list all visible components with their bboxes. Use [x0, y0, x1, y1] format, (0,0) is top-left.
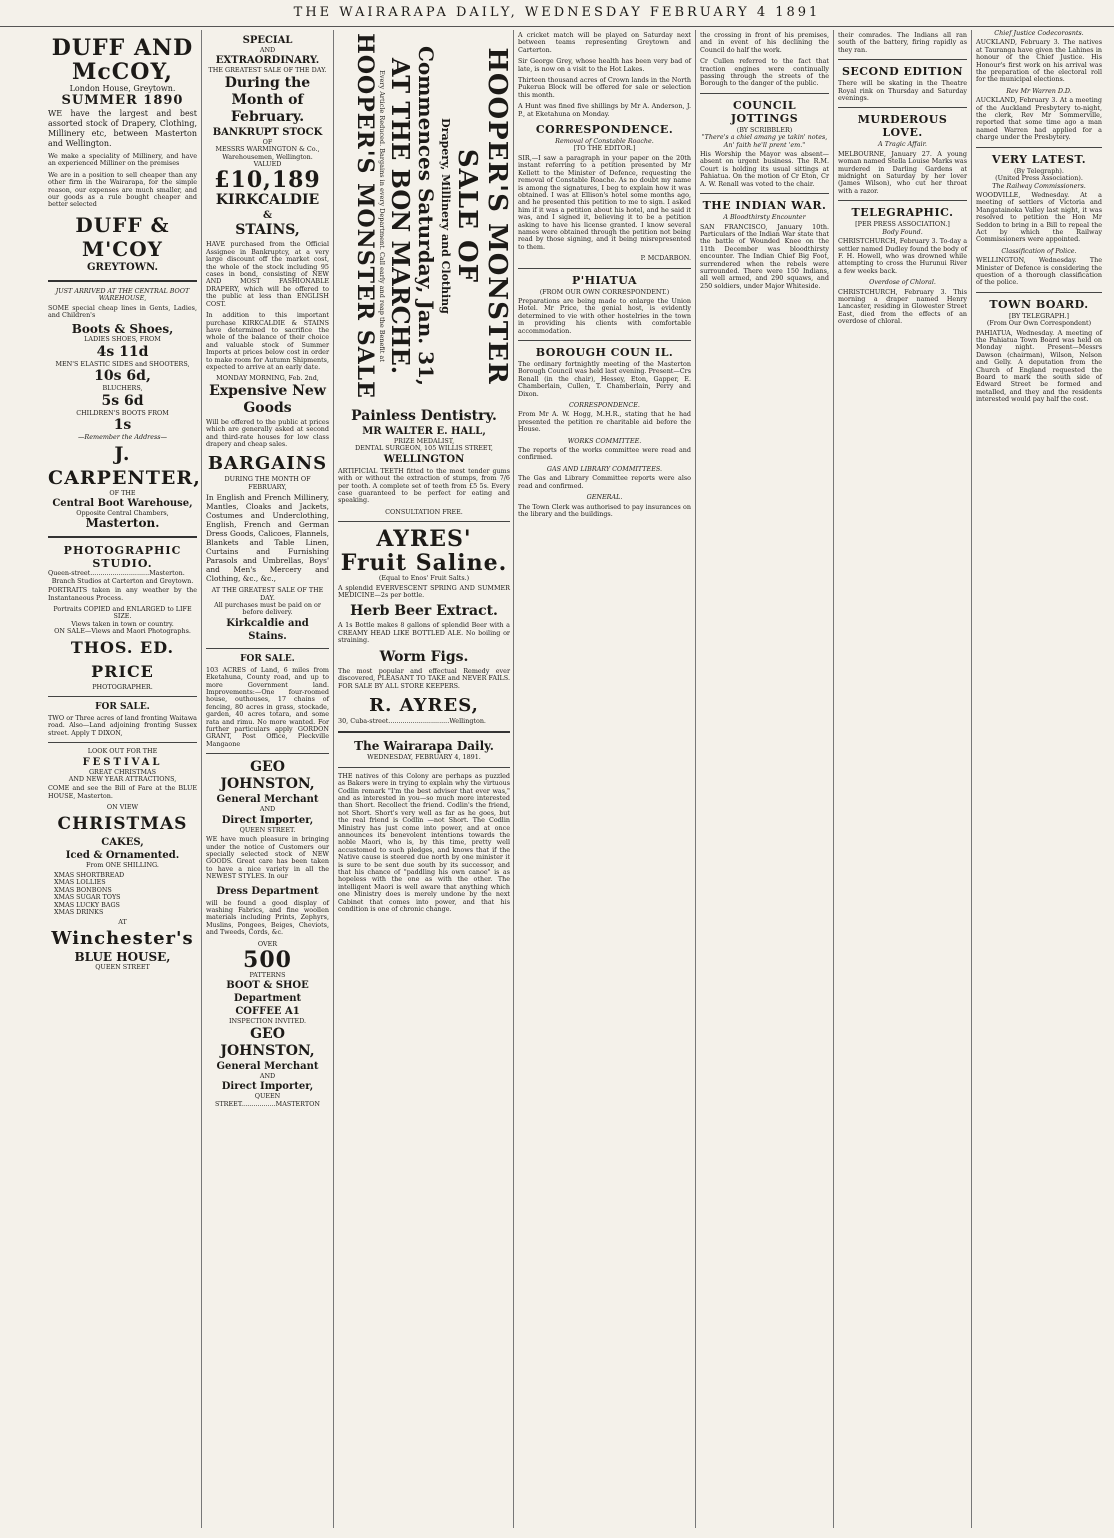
splendid: A splendid EVERVESCENT SPRING AND SUMMER MEDICINE—2s per bottle.: [338, 583, 510, 600]
herb-body: A 1s Bottle makes 8 gallons of splendid Beer with a CREAMY HEAD LIKE BOTTLED ALE. No boiling or straining.: [338, 621, 510, 645]
second-edition: SECOND EDITION: [841, 65, 964, 79]
column-3: [334, 30, 514, 1528]
column-7: [972, 30, 1106, 1528]
carp-body: SOME special cheap lines in Gents, Ladies, and Children's: [48, 303, 197, 320]
per-press: [PER PRESS ASSOCIATION.]: [855, 220, 950, 229]
over: OVER: [257, 939, 278, 948]
masthead: THE WAIRARAPA DAILY, WEDNESDAY FEBRUARY 4 1891: [0, 0, 1114, 27]
price-name: THOS. ED. PRICE: [70, 637, 175, 681]
jot-body: His Worship the Mayor was absent—absent on urgent business. The R.M. Court is holding its usual sittings at Pahiatua. On the motion of Cr Eton, Cr A. W. Renall was voted to the chair.: [700, 150, 829, 188]
kirk-body: HAVE purchased from the Official Assignee in Bankruptcy, at a very large discount off the market cost, the whole of the stock including 95 cases in bond, consisting of NEW AND MOST FASHIONABLE DRAPERY, which will be offered to the public at less than ENGLISH COST.: [206, 240, 329, 308]
teeth-body: ARTIFICIAL TEETH fitted to the most tender gums with or without the extraction of stumps, from 7/6 per tooth. A complete set of teeth from £5 5s. Every case guaranteed to be perfect for eating and speaking.: [338, 466, 510, 505]
patterns-num: 500: [243, 946, 292, 973]
geo-body: WE have much pleasure in bringing under the notice of Customers our specially selected stock of NEW GOODS. Great care has been taken to have a nice variety in all the NEWEST STYLES. In our: [206, 835, 329, 881]
rot-sub: Drapery, Millinery and Clothing: [439, 118, 452, 314]
blue-house: BLUE HOUSE,: [74, 949, 171, 964]
coffee: COFFEE A1: [235, 1006, 300, 1018]
cricket: A cricket match will be played on Saturday next between teams representing Greytown and Carterton.: [518, 31, 691, 54]
kirkcaldie: KIRKCALDIE: [215, 192, 320, 209]
c5-body1: the crossing in front of his premises, and in event of his declining the Council do half the work.: [700, 31, 829, 54]
very-latest: VERY LATEST.: [991, 152, 1087, 166]
general-body: The Town Clerk was authorised to pay insurances on the library and the buildings.: [518, 502, 691, 518]
body-found-hd: Body Found.: [882, 227, 923, 236]
from-our: (FROM OUR OWN CORRESPONDENT.): [539, 287, 670, 296]
corr-body: SIR,—I saw a paragraph in your paper on the 20th instant referring to a petition presented by Mr Kellett to the Minister of Defence, requesting the removal of Constable Roache. As no doubt my name is among the signatures, I beg to explain how it was obtained. I was at Ellison's hotel some months ago, and he presented this petition to me to sign. I asked him if it was a petition about his hotel, and he said it was, and I signed it, believing it to be a petition asking to have his license granted. I know several names were obtained through the petition not being read by those signing, and it being misrepresented to them.: [518, 153, 691, 251]
duff-season: SUMMER 1890: [61, 93, 184, 108]
classif-body: WELLINGTON, Wednesday. The Minister of Defence is considering the question of a thorough classification of the police.: [976, 256, 1102, 287]
duff-body: WE have the largest and best assorted stock of Drapery, Clothing, Millinery etc, between Masterton and Wellington.: [48, 109, 197, 148]
photo-line: Queen-street.............................Masterton.: [48, 569, 185, 578]
forsale-heading: FOR SALE.: [95, 701, 150, 712]
rev-warren: Rev Mr Warren D.D.: [1006, 86, 1072, 95]
special-and: AND: [259, 46, 276, 54]
carp-p1: 4s 11d: [96, 343, 149, 360]
borough: BOROUGH COUN IL.: [535, 346, 674, 359]
consult: CONSULTATION FREE.: [385, 507, 463, 516]
exp-body: Will be offered to the public at prices which are generally asked at second and third-rate houses for low class drapery and cheap sales.: [206, 417, 329, 448]
r-ayres: R. AYRES,: [369, 694, 479, 716]
geo-and: AND: [259, 805, 276, 814]
c6-body1: their comrades. The Indians all ran south of the battery, firing rapidly as they ran.: [838, 31, 967, 54]
indian-body: SAN FRANCISCO, January 10th. Particulars of the Indian War state that the battle of Wounded Knee on the 11th December was bloodthirsty encounter. The Indian Chief Big Foot, surrendered when the rebels were surrounded. There were 150 Indians, all well armed, and 290 squaws, and 250 soldiers, under Major Whiteside.: [700, 222, 829, 290]
classification: Classification of Police.: [1001, 246, 1077, 255]
surgeon: DENTAL SURGEON, 105 WILLIS STREET,: [355, 444, 493, 453]
carp-remember: —Remember the Address—: [78, 433, 167, 442]
hall: MR WALTER E. HALL,: [362, 426, 486, 437]
cakes: CAKES,: [101, 836, 144, 848]
geo-queen-2: QUEEN STREET.................MASTERTON: [215, 1092, 320, 1108]
by-scribbler: (BY SCRIBBLER): [736, 125, 793, 134]
bloodthirsty: A Bloodthirsty Encounter: [723, 213, 806, 222]
carp-of: OF THE: [109, 488, 136, 497]
equal: (Equal to Enos' Fruit Salts.): [378, 574, 470, 583]
duff-banner: DUFF & M'COY: [75, 212, 170, 261]
grey: Sir George Grey, whose health has been very bad of late, is now on a visit to the Hot Lakes.: [518, 57, 691, 73]
hoopers-rotated-ad: [338, 30, 512, 402]
duff-body3: We are in a position to sell cheaper than any other firm in the Wairarapa, for the simple reason, our expenses are much smaller, and our goods as a rule bought cheaper and better selected: [48, 170, 197, 209]
price-role: PHOTOGRAPHER.: [92, 682, 153, 691]
carp-l2: MEN'S ELASTIC SIDES and SHOOTERS,: [55, 359, 190, 368]
carp-opp: Opposite Central Chambers,: [76, 508, 169, 517]
to-editor: [TO THE EDITOR.]: [573, 144, 636, 153]
chief-justice: Chief Justice Codecorosnts.: [994, 30, 1084, 37]
column-4: [514, 30, 696, 1528]
on-view: ON VIEW: [106, 803, 139, 812]
photo-sale: ON SALE—Views and Maori Photographs.: [54, 627, 191, 636]
carp-town: Masterton.: [85, 516, 160, 531]
great-xmas: GREAT CHRISTMAS: [88, 767, 157, 776]
overdose-hd: Overdose of Chloral.: [869, 278, 936, 287]
signature: P. MCDARBON.: [640, 254, 691, 263]
geo-queen: QUEEN STREET.: [239, 825, 296, 834]
duff-sub: London House, Greytown.: [69, 84, 176, 93]
acres-body: 103 ACRES of Land, 6 miles from Eketahuna, County road, and up to more Government land. Improvements:—One four-roomed house, outhouses, 17 chains of fencing, 80 acres in grass, stockade, garden, 40 acres totara, and some rata and rimu. No more wanted. For further particulars apply GORDON GRANT, Post Office, Pleckville Mangaone: [206, 665, 329, 748]
carp-p2: 10s 6d,: [94, 368, 151, 385]
kirk-signoff: Kirkcaldie and Stains.: [226, 617, 309, 642]
carp-l1: LADIES SHOES, FROM: [84, 335, 161, 344]
kirk-amp: &: [262, 210, 273, 222]
bargains-body: In English and French Millinery, Mantles, Cloaks and Jackets, Costumes and Underclothing, English, French and German Dress Goods, Calicoes, Flannels, Blankets and Table Linen, Curtains and Furnishing Parasols and Umbrellas, Boys' and Men's Mercery and Clothing, &c., &c.,: [206, 493, 329, 584]
monday: MONDAY MORNING, Feb. 2nd,: [216, 374, 319, 383]
carp-ware: Central Boot Warehouse,: [52, 497, 193, 509]
from-corr: (From Our Own Correspondent): [986, 319, 1092, 328]
at-the: AT THE GREATEST SALE OF THE DAY.: [211, 586, 324, 602]
column-6: [834, 30, 972, 1528]
amount: £10,189: [214, 167, 321, 194]
photo-body: PORTRAITS taken in any weather by the Instantaneous Process.: [48, 586, 197, 602]
newspaper-page: [44, 30, 1106, 1530]
carp-p3: 5s 6d: [101, 392, 144, 409]
duff-title: DUFF AND McCOY,: [51, 35, 194, 85]
cj-body: AUCKLAND, February 3. The natives at Tauranga have given the Lahines in honour of the Chief Justice. His Honour's first work on his arrival was the preparation of the electoral roll for the municipal elections.: [976, 38, 1102, 84]
special: SPECIAL: [242, 35, 293, 46]
piatua: P'HIATUA: [571, 273, 638, 287]
by-telegraph-2: [BY TELEGRAPH.]: [1008, 311, 1070, 320]
general-merchant-2: General Merchant: [216, 1060, 319, 1072]
murder-body: MELBOURNE, January 27. A young woman named Stella Louise Marks was murdered in Darling Gardens at midnight on Saturday by her lover (James Wilson), who cut her throat with a razor.: [838, 149, 967, 195]
kirk-body2: In addition to this important purchase KIRKCALDIE & STAINS have determined to sacrifice the whole of the balance of their choice and valuable stock of Summer Imports at prices below cost in order to make room for Autumn Shipments, expected to arrive at an early date.: [206, 311, 329, 371]
thirteen: Thirteen thousand acres of Crown lands in the North Pukerua Block will be offered for sale or selection this month.: [518, 76, 691, 99]
forsale2: FOR SALE.: [240, 653, 295, 664]
rot-title: HOOPER'S MONSTER SALE OF: [452, 47, 512, 385]
paper-title: The Wairarapa Daily.: [354, 739, 494, 754]
by-telegraph: (By Telegraph).: [1014, 166, 1064, 175]
all-purchases: All purchases must be paid on or before delivery.: [214, 601, 321, 617]
carp-l4: CHILDREN'S BOOTS FROM: [76, 408, 169, 417]
rail-body: WOODVILLE, Wednesday. At a meeting of settlers of Victoria and Mangatainoka Valley last night, it was resolved to petition the Hon Mr Seddon to bring in a Bill to repeal the Act by which the Railway Commissioners were appointed.: [976, 190, 1102, 244]
correspondence: CORRESPONDENCE.: [535, 123, 674, 137]
from-shilling: From ONE SHILLING.: [86, 860, 159, 869]
gas: GAS AND LIBRARY COMMITTEES.: [546, 464, 663, 473]
editorial: THE natives of this Colony are perhaps as puzzled as Bakers were in trying to explain why the virtuous Codlin remark "I'm the best adviser that ever was," and as interested in you—so much more interested than Short. Recollect the friend. Codlin's the friend, not Short. Short's very well as far as he goes, but the real friend is Codlin —not Short. The Codlin Ministry has just come into power, and at once announces its benevolent intentions towards the noble Maori, who is, by this time, pretty well accustomed to such pledges, and knows that if the Native cause is steered due north by one minister it is sure to be sent due south by its successor, and that his chance of "paddling his own canoe" is as hopeless with the one as with the other. The intelligent Maori is well aware that anything which one Ministry does is merely undone by the next Cabinet that comes into power, and that his condition is one of chronic change.: [338, 771, 510, 914]
works: WORKS COMMITTEE.: [567, 436, 642, 445]
council-jottings: COUNCIL JOTTINGS: [730, 98, 799, 125]
direct-importer: Direct Importer,: [221, 814, 314, 826]
photo-views: Views taken in town or country.: [71, 619, 174, 628]
photo-branch: Branch Studios at Carterton and Greytown.: [51, 576, 194, 585]
tragic: A Tragic Affair.: [878, 140, 927, 149]
upa: (United Press Association).: [995, 174, 1083, 183]
rot-at: AT THE BON MARCHE.: [386, 57, 415, 375]
body-found: CHRISTCHURCH, February 3. To-day a settler named Dudley found the body of F. H. Howell, who was drowned while attempting to cross the Hurunui River a few weeks back.: [838, 237, 967, 275]
cuba-street: 30, Cuba-street..............................Wellington.: [338, 716, 486, 725]
photo-title: PHOTOGRAPHIC STUDIO.: [63, 544, 182, 571]
c5-body2: Cr Cullen referred to the fact that traction engines were continually passing through the streets of the Borough to the danger of the public.: [700, 57, 829, 88]
column-2: [202, 30, 334, 1528]
iced: Iced & Ornamented.: [65, 849, 180, 861]
ayres: AYRES': [376, 526, 472, 553]
removal: Removal of Constable Roache.: [555, 137, 654, 146]
general: GENERAL.: [586, 493, 623, 502]
new-year: AND NEW YEAR ATTRACTIONS,: [68, 775, 177, 783]
fruit-saline: Fruit Saline.: [340, 550, 508, 577]
patterns: PATTERNS: [249, 970, 286, 979]
carp-name: J. CARPENTER,: [48, 442, 201, 489]
piatua-body: Preparations are being made to enlarge the Union Hotel. Mr Price, the genial host, is evidently determined to vie with other hostelries in the town in providing his clients with comfortable accommodation.: [518, 296, 691, 335]
paper-date: WEDNESDAY, FEBRUARY 4, 1891.: [367, 753, 481, 762]
forsale-body: TWO or Three acres of land fronting Waitawa road. Also—Land adjoining fronting Sussex street. Apply T DIXON,: [48, 713, 197, 737]
during-month: During the Month of February.: [224, 74, 311, 125]
carp-p4: 1s: [113, 417, 132, 434]
look-out: LOOK OUT FOR THE: [87, 747, 158, 756]
winchester: Winchester's: [51, 927, 194, 949]
duff-town: GREYTOWN.: [87, 261, 158, 273]
dress-dept: Dress Department: [216, 885, 319, 897]
column-1: [44, 30, 202, 1528]
railway: The Railway Commissioners.: [992, 181, 1086, 190]
rot-small: Every Article Reduced. Bargains in every Department. Call early and reap the Benefit at: [378, 70, 386, 362]
rot-comm: Commences Saturday, Jan. 31,: [414, 46, 438, 386]
overdose-body: CHRISTCHURCH, February 3. This morning a draper named Henry Lancaster, residing in Glowester Street East, died from the effects of an overdose of chloral.: [838, 287, 967, 326]
borough-body: The ordinary fortnightly meeting of the Masterton Borough Council was held last evening. Present—Crs Renall (in the chair), Hessey, Eton, Gapper, E. Chamberlain, Cullen, T. Chamberlain, Perry and Dixon.: [518, 360, 691, 398]
expensive: Expensive New Goods: [209, 382, 326, 416]
works-body: The reports of the works committee were read and confirmed.: [518, 446, 691, 462]
stains: STAINS,: [235, 222, 300, 239]
christmas: CHRISTMAS: [57, 813, 188, 834]
geo-johnston: GEO JOHNSTON,: [220, 759, 315, 793]
queen-street: QUEEN STREET: [95, 962, 150, 971]
herb-beer: Herb Beer Extract.: [350, 603, 498, 620]
corresp: CORRESPONDENCE.: [569, 401, 640, 410]
at: AT: [118, 918, 127, 927]
corresp-body: From Mr A. W. Hogg, M.H.R., stating that he had presented the petition re charitable aid before the House.: [518, 410, 691, 434]
medal: PRIZE MEDALIST,: [393, 437, 455, 445]
carp-intro: JUST ARRIVED AT THE CENTRAL BOOT WAREHOUSE,: [55, 286, 190, 303]
xmas-list: XMAS SHORTBREAD XMAS LOLLIES XMAS BONBONS XMAS SUGAR TOYS XMAS LUCKY BAGS XMAS DRINKS: [54, 871, 125, 917]
gas-body: The Gas and Library Committee reports were also read and confirmed.: [518, 474, 691, 490]
worm-figs: Worm Figs.: [379, 648, 469, 665]
second-body: There will be skating in the Theatre Royal rink on Thursday and Saturday evenings.: [838, 79, 967, 103]
direct-importer-2: Direct Importer,: [221, 1081, 314, 1093]
column-5: [696, 30, 834, 1528]
dress-body: will be found a good display of washing Fabrics, and fine woollen materials including Prints, Zephyrs, Muslins, Pongees, Beiges, Cheviots, and Tweeds, Cords, &c.: [206, 898, 329, 937]
worm-body: The most popular and effectual Remedy ever discovered, PLEASANT TO TAKE and NEVER FAILS. FOR SALE BY ALL STORE KEEPERS.: [338, 666, 510, 690]
during-feb: DURING THE MONTH OF FEBRUARY,: [224, 475, 311, 491]
rev-body: AUCKLAND, February 3. At a meeting of the Auckland Presbytery to-night, the clerk, Rev Mr Sommerville, reported that some time ago a man named Warren had applied for a charge under the Presbytery.: [976, 96, 1102, 142]
bargains: BARGAINS: [207, 453, 328, 475]
wellington: WELLINGTON: [383, 453, 465, 465]
come-see: COME and see the Bill of Fare at the BLUE HOUSE, Masterton.: [48, 784, 197, 800]
general-merchant: General Merchant: [216, 794, 319, 806]
photo-copied: Portraits COPIED and ENLARGED to LIFE SIZE.: [53, 604, 192, 621]
town-body: PAHIATUA, Wednesday. A meeting of the Pahiatua Town Board was held on Monday night. Present—Messrs Dawson (chairman), Wilson, Nelson and Gelly. A deputation from the Church of England requested the Board to mark the south side of Edward Street be formed and metalled, and they and the residents interested would pay half the cost.: [976, 328, 1102, 404]
hunt: A Hunt was fined five shillings by Mr A. Anderson, J. P., at Eketahuna on Monday.: [518, 102, 691, 118]
bank-of: OF: [262, 137, 273, 146]
boot-dept: BOOT & SHOE Department: [226, 980, 309, 1005]
poem: "There's a chiel amang ye takin' notes, An' faith he'll prent 'em.": [701, 133, 828, 149]
valued: VALUED: [253, 160, 282, 169]
indian-war: THE INDIAN WAR.: [702, 199, 827, 213]
festival: FESTIVAL: [82, 756, 163, 768]
carp-boots: Boots & Shoes,: [71, 322, 174, 337]
inspection: INSPECTION INVITED.: [228, 1017, 307, 1026]
bankrupt: BANKRUPT STOCK: [212, 126, 323, 138]
greatest-sale: THE GREATEST SALE OF THE DAY.: [208, 66, 327, 75]
duff-body2: We make a speciality of Millinery, and have an experienced Milliner on the premises: [48, 152, 197, 168]
telegraphic: TELEGRAPHIC.: [851, 206, 954, 220]
extraordinary: EXTRAORDINARY.: [215, 55, 320, 67]
messrs: MESSRS WARMINGTON & Co., Warehousemen, Wellington.: [215, 145, 320, 161]
carp-l3: BLUCHERS,: [102, 384, 143, 393]
rot-end: HOOPER'S MONSTER SALE: [352, 33, 378, 399]
painless: Painless Dentistry.: [351, 408, 497, 424]
geo-and-2: AND: [259, 1071, 276, 1080]
town-board: TOWN BOARD.: [989, 297, 1089, 311]
murderous-love: MURDEROUS LOVE.: [857, 113, 948, 140]
geo-johnston-2: GEO JOHNSTON,: [220, 1025, 315, 1059]
